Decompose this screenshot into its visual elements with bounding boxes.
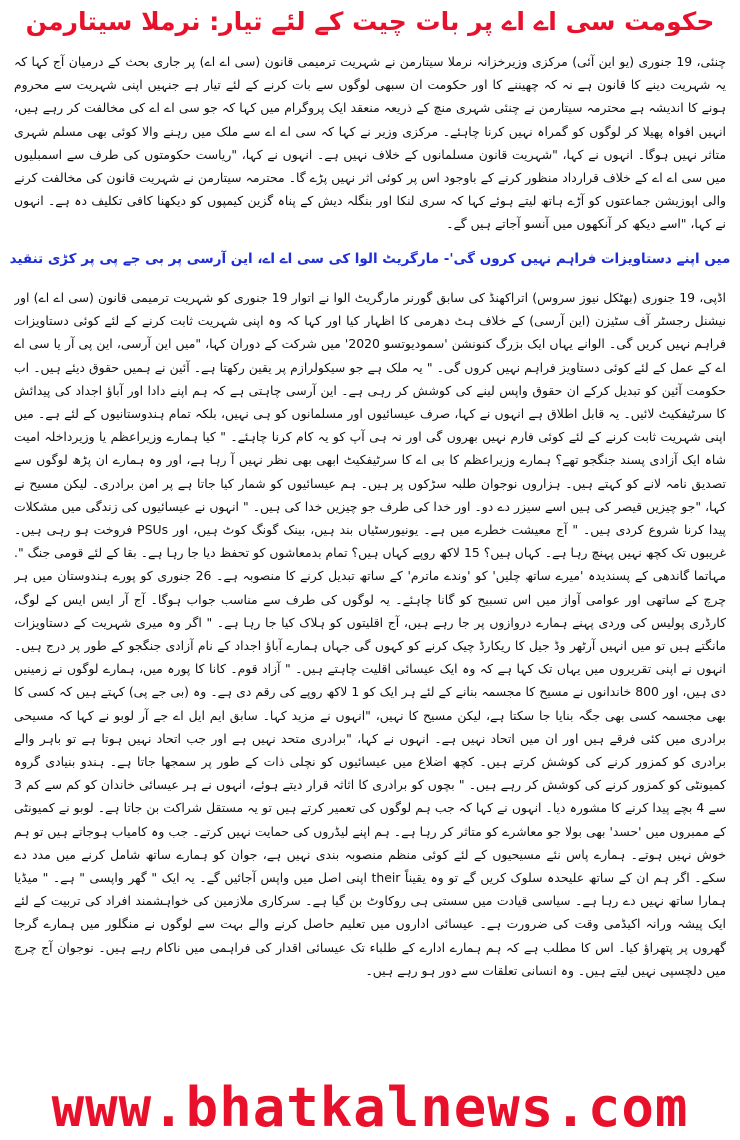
article-1-paragraph: چنئی، 19 جنوری (یو این آئی) مرکزی وزیرخزانہ نرملا سیتارمن نے شہریت ترمیمی قانون (سی اے اے) پر جاری بحث کے درمیان آج کہا کہ یہ شہریت دینے کا قانون ہے نہ کہ چھیننے کا اور حکومت ان سبھی لوگوں سے بات کرنے کے لئے تیار ہے جنہیں اپنی شہریت سے محروم ہونے کا اندیشہ ہے محترمہ سیتارمن نے چنئی شہری منچ کے ذریعہ منعقد ایک پروگرام میں کہا کہ جو سی اے اے کی مخالفت کر رہے ہیں، انہیں افواہ پھیلا کر لوگوں کو گمراہ نہیں کرنا چاہئے۔ مرکزی وزیر نے کہا کہ سی اے اے سے ملک میں رہنے والا کوئی بھی مسلم شہری متاثر نہیں ہوگا۔ انہوں نے کہا، "شہریت قانون مسلمانوں کے خلاف نہیں ہے۔ انہوں نے کہا، "ریاست حکومتوں کی طرف سے اسمبلیوں میں سی اے اے کے خلاف قرارداد منظور کرنے کے باوجود اس پر کوئی اثر نہیں پڑے گا۔ محترمہ سیتارمن نے شہریت قانون کی مخالفت کرنے والی اپوزیشن جماعتوں کو آڑے ہاتھ لیتے ہوئے کہا کہ سری لنکا اور بنگلہ دیش کے پناہ گزین کیمپوں کو دیکھنا کافی تکلیف دہ ہے۔ انہوں نے کہا، "اسے دیکھ کر آنکھوں میں آنسو آجاتے ہیں گے۔: [14, 54, 726, 232]
headline: حکومت سی اے اے پر بات چیت کے لئے تیار: نرملا سیتارمن: [25, 7, 715, 36]
subheadline: میں اپنے دستاویزات فراہم نہیں کروں گی'- مارگریٹ الوا کی سی اے اے، این آرسی پر بی جے پی پر کڑی تنقید: [9, 251, 731, 267]
article-2-paragraph: اڈپی، 19 جنوری (بھٹکل نیوز سروس) اتراکھنڈ کی سابق گورنر مارگریٹ الوا نے اتوار 19 جنوری کو شہریت ترمیمی قانون (سی اے اے) اور نیشنل رجسٹر آف سٹیزن (این آرسی) کے خلاف ہٹ دھرمی کا اظہار کیا اور کہا کہ وہ اپنی شہریت ثابت کرنے کے لئے کوئی دستاویزات فراہم نہیں کریں گی۔ الوانے یہاں ایک بزرگ کنونشن 'سمودیوتسو 2020' میں شرکت کے دوران کہا، "میں این آرسی، این پی آر یا سی اے اے کے عمل کے لئے کوئی دستاویز فراہم نہیں کروں گی۔ " یہ ملک ہے جو سیکولرازم پر یقین رکھتا ہے۔ آئین نے ہمیں حقوق دیئے ہیں۔ اب حکومت آئین کو تبدیل کرکے ان حقوق واپس لینے کی کوشش کر رہی ہے۔ این آرسی چاہتی ہے کہ ہم اپنے دادا اور آباؤ اجداد کی پیدائش کا سرٹیفکیٹ لائیں۔ یہ قابل اطلاق ہے انہوں نے کہا، صرف عیسائیوں اور مسلمانوں کو ہی نہیں، بلکہ تمام ہندوستانیوں کے لئے ہے۔ میں اپنی شہریت ثابت کرنے کے لئے کوئی فارم نہیں بھروں گی اور نہ ہی آپ کو یہ کام کرنا چاہئے۔ " کیا ہمارے وزیراعظم یا وزیرداخلہ امیت شاہ ایک آزادی پسند جنگجو تھے؟ ہمارے وزیراعظم کا بی اے کا سرٹیفکیٹ ابھی بھی نظر نہیں آ رہا ہے، اور وہ ہمارے ان پڑھ لوگوں سے تصدیق نامہ لانے کو کہتے ہیں۔ ہزاروں نوجوان طلبہ سڑکوں پر ہیں۔ ہم عیسائیوں کو شمار کیا جاتا ہے پر امن برادری۔ لیکن مسیح نے کہا، "جو چیزیں قیصر کی ہیں اسے سیزر دے دو۔ اور خدا کی طرف جو چیزیں خدا کی ہیں۔ " انہوں نے عیسائیوں کی زندگی میں مشکلات پیدا کرنا شروع کردی ہیں۔ " آج معیشت خطرے میں ہے۔ یونیورسٹیاں بند ہیں، بینک گونگ کوٹ ہیں، اور PSUs فروخت ہو رہی ہیں۔ غریبوں تک کچھ نہیں پہنچ رہا ہے۔ کہاں ہیں؟ 15 لاکھ روپے کہاں ہیں؟ تمام بدمعاشوں کو تحفظ دیا جا رہا ہے۔ بقا کے لئے قومی جنگ ". مہاتما گاندھی کے پسندیدہ 'میرے ساتھ چلیں' کو 'وندے ماترم' کے ساتھ تبدیل کرنے کا منصوبہ ہے۔ 26 جنوری کو پورے ہندوستان میں ہر چرچ کے ساتھی اور عوامی آواز میں اس تسبیح کو گانا چاہئے۔ یہ لوگوں کی طرف سے مناسب جواب ہوگا۔ آج آر ایس ایس کے لوگ، کارڈری پولیس کی وردی پہنے ہمارے دروازوں پر جا رہے ہیں، آج اقلیتوں کو ہلاک کیا جا رہا ہے۔ " اگر وہ میری شہریت کے دستاویزات مانگتے ہیں تو میں انہیں آرٹھر وڈ جیل کا ریکارڈ چیک کرنے کو کہوں گی جہاں ہمارے آباؤ اجداد کے نام آزادی جنگجو کے طور پر درج ہیں۔ انہوں نے اپنی تقریروں میں یہاں تک کہا ہے کہ وہ ایک عیسائی اقلیت چاہتے ہیں۔ " آزاد قوم۔ کانا کا پورہ میں، ہمارے لوگوں نے زمینیں دی ہیں، اور 800 خاندانوں نے مسیح کا مجسمہ بنانے کے لئے ہر ایک کو 1 لاکھ روپے کی رقم دی ہے۔ وہ (بی جے پی) کہتے ہیں کہ کسی کا بھی مجسمہ کسی بھی جگہ بنایا جا سکتا ہے، لیکن مسیح کا نہیں، "انہوں نے مزید کہا۔ سابق ایم ایل اے جے آر لوبو نے کہا کہ مسیحی برادری میں کئی فرقے ہیں اور ان میں اتحاد نہیں ہے۔ انہوں نے کہا، "برادری متحد نہیں ہے اور جب اتحاد نہیں ہوتا ہے تو باہر والے برادری کو کمزور کرنے کی کوشش کرتے ہیں۔ کچھ اضلاع میں عیسائیوں کو نچلی ذات کے طور پر سمجھا جاتا ہے۔ ہندو بنیادی گروہ کمیونٹی کو کمزور کرنے کی کوشش کر رہے ہیں۔ " بچوں کو برادری کا اثاثہ قرار دیتے ہوئے، انہوں نے ہر عیسائی خاندان کو کم سے کم 3 سے 4 بچے پیدا کرنے کا مشورہ دیا۔ انہوں نے کہا کہ جب ہم لوگوں کی تعمیر کرتے ہیں تو یہ مستقل شراکت بن جاتا ہے۔ لوبو نے کمیونٹی کے ممبروں میں 'حسد' بھی بولا جو معاشرے کو متاثر کر رہا ہے۔ ہم اپنے لیڈروں کی حمایت نہیں کرتے۔ جب وہ کامیاب ہوجاتے ہیں تو ہم خوش نہیں ہوتے۔ ہمارے پاس نئے مسیحیوں کے لئے کوئی منظم منصوبہ بندی نہیں ہے، جوان کو ہمارے ساتھ شامل کرنے میں مدد دے سکے۔ اگر ہم ان کے ساتھ علیحدہ سلوک کریں گے تو وہ یقیناً their اپنی اصل میں واپس آجائیں گے۔ یہ ایک " گھر واپسی " ہے۔ " میڈیا ہمارا ساتھ نہیں دے رہا ہے۔ سیاسی قیادت میں سستی ہی روکاوٹ بن گیا ہے۔ سرکاری ملازمین کی خواہشمند افراد کی تربیت کے لئے ایک پیشہ ورانہ اکیڈمی وقت کی ضرورت ہے۔ عیسائی اداروں میں تعلیم حاصل کرنے والے بہت سے لوگوں نے منگلور میں ہمارے گرجا گھروں پر پتھراؤ کیا۔ اس کا مطلب ہے کہ ہم ہمارے ادارے کے طلباء تک عیسائی اقدار کی فراہمی میں ناکام رہے ہیں۔ نوجوان آج چرچ میں دلچسپی نہیں لیتے ہیں۔ وہ انسانی تعلقات سے دور ہو رہے ہیں۔: [14, 290, 726, 978]
website-watermark: www.bhatkalnews.com: [51, 1076, 689, 1139]
article-1-body: [14, 50, 726, 236]
article-2-body: [14, 286, 726, 1072]
